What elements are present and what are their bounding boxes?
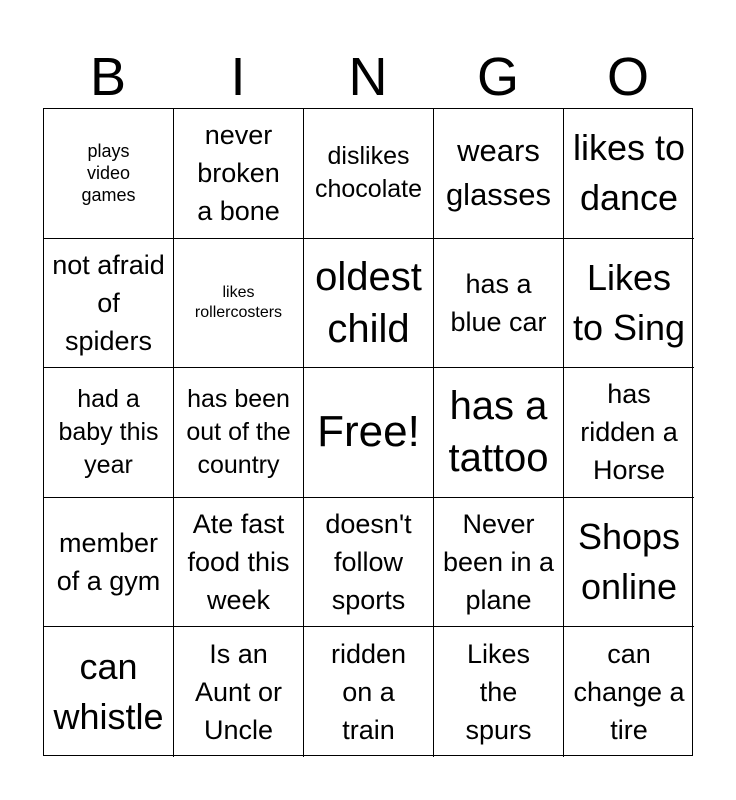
cell-text: Likes the spurs — [465, 639, 532, 746]
bingo-cell[interactable] — [564, 239, 694, 369]
bingo-cell[interactable] — [434, 498, 564, 628]
header-letter-b: B — [89, 47, 127, 107]
bingo-cell[interactable] — [174, 368, 304, 498]
bingo-cell[interactable] — [174, 239, 304, 369]
cell-text: wears glasses — [445, 133, 552, 213]
cell-text: Shops online — [577, 516, 681, 608]
bingo-cell[interactable] — [174, 498, 304, 628]
header-letter-n: N — [348, 47, 388, 107]
bingo-cell[interactable] — [44, 109, 174, 239]
bingo-cell[interactable] — [174, 109, 304, 239]
bingo-cell[interactable] — [564, 109, 694, 239]
cell-text: has a tattoo — [448, 384, 549, 481]
header-letter-i: I — [230, 47, 246, 107]
free-space-text: Free! — [317, 407, 420, 457]
cell-text: Is an Aunt or Uncle — [194, 639, 283, 746]
cell-text: member of a gym — [56, 528, 161, 597]
bingo-cell[interactable] — [434, 368, 564, 498]
cell-text: has a blue car — [450, 268, 547, 337]
header-letter-g: G — [476, 47, 519, 107]
bingo-cell[interactable] — [304, 239, 434, 369]
cell-text: had a baby this year — [58, 384, 159, 479]
bingo-cell[interactable] — [174, 627, 304, 757]
cell-text: Ate fast food this week — [187, 509, 290, 616]
bingo-cell[interactable] — [564, 627, 694, 757]
bingo-cell[interactable] — [304, 109, 434, 239]
bingo-cell[interactable] — [564, 498, 694, 628]
cell-text: likes rollercosters — [194, 283, 283, 321]
cell-text: Never been in a plane — [442, 509, 555, 616]
bingo-cell[interactable] — [44, 368, 174, 498]
cell-text: ridden on a train — [330, 639, 407, 746]
bingo-cell[interactable] — [434, 239, 564, 369]
cell-text: can whistle — [53, 646, 164, 738]
cell-text: dislikes chocolate — [314, 142, 423, 204]
cell-text: can change a tire — [573, 639, 685, 746]
header-letter-o: O — [606, 47, 649, 107]
bingo-cell[interactable] — [304, 627, 434, 757]
cell-text: has ridden a Horse — [580, 379, 678, 486]
bingo-cell[interactable] — [434, 627, 564, 757]
cell-text: plays video games — [81, 141, 136, 206]
bingo-cell[interactable] — [44, 498, 174, 628]
cell-text: oldest child — [315, 254, 422, 351]
bingo-cell[interactable] — [434, 109, 564, 239]
bingo-cell[interactable] — [564, 368, 694, 498]
cell-text: likes to dance — [572, 127, 686, 219]
cell-text: has been out of the country — [186, 384, 291, 479]
bingo-cell[interactable] — [44, 627, 174, 757]
bingo-header — [43, 46, 693, 108]
cell-text: Likes to Sing — [572, 256, 686, 348]
cell-text: not afraid of spiders — [52, 249, 165, 356]
bingo-cell[interactable] — [304, 498, 434, 628]
bingo-grid — [43, 108, 693, 756]
cell-text: doesn't follow sports — [325, 509, 412, 616]
cell-text: never broken a bone — [197, 120, 280, 227]
free-space-cell[interactable] — [304, 368, 434, 498]
bingo-cell[interactable] — [44, 239, 174, 369]
